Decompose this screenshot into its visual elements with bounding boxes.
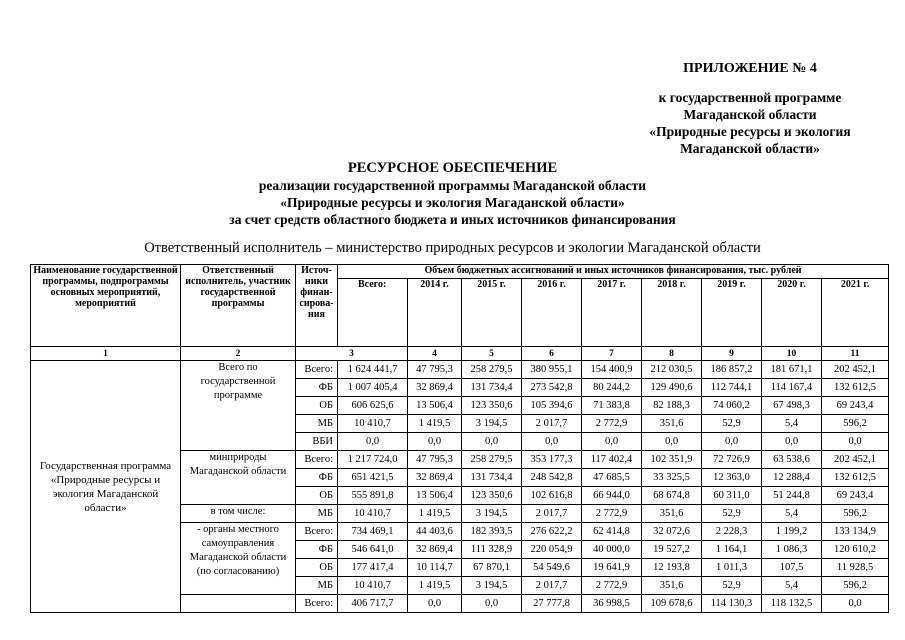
appendix-number: ПРИЛОЖЕНИЕ № 4 [683, 61, 817, 76]
index-cell: 2 [181, 347, 296, 361]
value-cell: 181 671,1 [762, 361, 822, 379]
value-cell: 606 625,6 [338, 397, 408, 415]
value-cell: 109 678,6 [642, 595, 702, 613]
index-cell: 8 [642, 347, 702, 361]
value-cell: 1 217 724,0 [338, 451, 408, 469]
value-cell: 2 228,3 [702, 523, 762, 541]
col-header-year: 2018 г. [642, 279, 702, 347]
value-cell: 0,0 [822, 595, 889, 613]
index-cell: 3 [296, 347, 408, 361]
value-cell: 212 030,5 [642, 361, 702, 379]
value-cell: 112 744,1 [702, 379, 762, 397]
value-cell: 13 506,4 [408, 487, 462, 505]
value-cell: 102 616,8 [522, 487, 582, 505]
value-cell: 102 351,9 [642, 451, 702, 469]
value-cell: 52,9 [702, 415, 762, 433]
source-cell: ОБ [296, 559, 338, 577]
value-cell: 19 527,2 [642, 541, 702, 559]
value-cell: 351,6 [642, 505, 702, 523]
value-cell: 353 177,3 [522, 451, 582, 469]
value-cell: 1 164,1 [702, 541, 762, 559]
value-cell: 0,0 [462, 595, 522, 613]
value-cell: 60 311,0 [702, 487, 762, 505]
value-cell: 1 419,5 [408, 577, 462, 595]
table-row [31, 361, 889, 379]
executor-cell [181, 595, 296, 613]
value-cell: 2 772,9 [582, 505, 642, 523]
value-cell: 69 243,4 [822, 397, 889, 415]
source-cell: ОБ [296, 487, 338, 505]
value-cell: 273 542,8 [522, 379, 582, 397]
value-cell: 202 452,1 [822, 361, 889, 379]
index-cell: 7 [582, 347, 642, 361]
value-cell: 32 869,4 [408, 379, 462, 397]
col-header-year: 2016 г. [522, 279, 582, 347]
value-cell: 74 060,2 [702, 397, 762, 415]
col-header-year: 2015 г. [462, 279, 522, 347]
value-cell: 27 777,8 [522, 595, 582, 613]
value-cell: 258 279,5 [462, 361, 522, 379]
index-cell: 5 [462, 347, 522, 361]
value-cell: 10 410,7 [338, 577, 408, 595]
value-cell: 202 452,1 [822, 451, 889, 469]
value-cell: 32 072,6 [642, 523, 702, 541]
value-cell: 1 419,5 [408, 415, 462, 433]
value-cell: 651 421,5 [338, 469, 408, 487]
index-cell: 1 [31, 347, 181, 361]
value-cell: 2 017,7 [522, 505, 582, 523]
value-cell: 51 244,8 [762, 487, 822, 505]
source-cell: ОБ [296, 397, 338, 415]
appendix-line: Магаданской области» [680, 141, 820, 156]
value-cell: 32 869,4 [408, 541, 462, 559]
value-cell: 0,0 [408, 433, 462, 451]
title-main: РЕСУРСНОЕ ОБЕСПЕЧЕНИЕ [347, 160, 558, 176]
value-cell: 2 017,7 [522, 415, 582, 433]
value-cell: 52,9 [702, 505, 762, 523]
source-cell: Всего: [296, 523, 338, 541]
value-cell: 406 717,7 [338, 595, 408, 613]
value-cell: 12 363,0 [702, 469, 762, 487]
value-cell: 114 130,3 [702, 595, 762, 613]
source-cell: Всего: [296, 361, 338, 379]
value-cell: 117 402,4 [582, 451, 642, 469]
value-cell: 105 394,6 [522, 397, 582, 415]
value-cell: 72 726,9 [702, 451, 762, 469]
col-header-year: 2014 г. [408, 279, 462, 347]
value-cell: 47 795,3 [408, 451, 462, 469]
value-cell: 596,2 [822, 415, 889, 433]
value-cell: 276 622,2 [522, 523, 582, 541]
value-cell: 220 054,9 [522, 541, 582, 559]
value-cell: 1 007 405,4 [338, 379, 408, 397]
source-cell: ФБ [296, 379, 338, 397]
source-cell: ФБ [296, 541, 338, 559]
value-cell: 114 167,4 [762, 379, 822, 397]
value-cell: 68 674,8 [642, 487, 702, 505]
index-cell: 10 [762, 347, 822, 361]
value-cell: 1 199,2 [762, 523, 822, 541]
value-cell: 132 612,5 [822, 379, 889, 397]
value-cell: 2 017,7 [522, 577, 582, 595]
value-cell: 33 325,5 [642, 469, 702, 487]
value-cell: 19 641,9 [582, 559, 642, 577]
value-cell: 0,0 [338, 433, 408, 451]
col-header-year: 2021 г. [822, 279, 889, 347]
index-cell: 9 [702, 347, 762, 361]
document-title [0, 160, 905, 228]
value-cell: 5,4 [762, 415, 822, 433]
value-cell: 36 998,5 [582, 595, 642, 613]
value-cell: 40 000,0 [582, 541, 642, 559]
col-header-volume: Объем бюджетных ассигнований и иных источников финансирования, тыс. рублей [338, 265, 889, 279]
value-cell: 1 419,5 [408, 505, 462, 523]
executor-cell: Всего по государственной программе [181, 361, 296, 451]
value-cell: 67 498,3 [762, 397, 822, 415]
index-cell: 4 [408, 347, 462, 361]
index-cell: 11 [822, 347, 889, 361]
value-cell: 32 869,4 [408, 469, 462, 487]
value-cell: 0,0 [462, 433, 522, 451]
col-header-source: Источ-ники финан-сирова-ния [296, 265, 338, 347]
value-cell: 248 542,8 [522, 469, 582, 487]
value-cell: 555 891,8 [338, 487, 408, 505]
value-cell: 2 772,9 [582, 577, 642, 595]
col-header-year: Всего: [338, 279, 408, 347]
executor-cell: минприроды Магаданской области [181, 451, 296, 505]
value-cell: 3 194,5 [462, 505, 522, 523]
value-cell: 120 610,2 [822, 541, 889, 559]
value-cell: 132 612,5 [822, 469, 889, 487]
value-cell: 63 538,6 [762, 451, 822, 469]
appendix-line: к государственной программе [658, 90, 842, 105]
index-cell: 6 [522, 347, 582, 361]
table-body [31, 361, 889, 613]
value-cell: 52,9 [702, 577, 762, 595]
value-cell: 44 403,6 [408, 523, 462, 541]
program-name-cell: Государственная программа «Природные ресурсы и экология Магаданской области» [31, 361, 181, 613]
source-cell: ФБ [296, 469, 338, 487]
value-cell: 123 350,6 [462, 397, 522, 415]
title-line: реализации государственной программы Магаданской области [258, 178, 647, 193]
value-cell: 1 086,3 [762, 541, 822, 559]
value-cell: 3 194,5 [462, 415, 522, 433]
appendix-block [600, 60, 900, 157]
value-cell: 82 188,3 [642, 397, 702, 415]
col-header-year: 2020 г. [762, 279, 822, 347]
value-cell: 3 194,5 [462, 577, 522, 595]
value-cell: 80 244,2 [582, 379, 642, 397]
value-cell: 0,0 [522, 433, 582, 451]
value-cell: 2 772,9 [582, 415, 642, 433]
value-cell: 154 400,9 [582, 361, 642, 379]
value-cell: 10 410,7 [338, 505, 408, 523]
value-cell: 0,0 [642, 433, 702, 451]
value-cell: 0,0 [762, 433, 822, 451]
value-cell: 12 193,8 [642, 559, 702, 577]
value-cell: 54 549,6 [522, 559, 582, 577]
value-cell: 186 857,2 [702, 361, 762, 379]
appendix-line: «Природные ресурсы и экология [649, 124, 851, 139]
value-cell: 546 641,0 [338, 541, 408, 559]
value-cell: 10 114,7 [408, 559, 462, 577]
value-cell: 596,2 [822, 505, 889, 523]
col-header-name: Наименование государственной программы, подпрограммы основных мероприятий, мероприятий [31, 265, 181, 347]
value-cell: 131 734,4 [462, 469, 522, 487]
index-row [31, 347, 889, 361]
value-cell: 351,6 [642, 577, 702, 595]
col-header-year: 2019 г. [702, 279, 762, 347]
executor-cell: - органы местного самоуправления Магаданской области (по согласованию) [181, 523, 296, 595]
appendix-line: Магаданской области [683, 107, 817, 122]
value-cell: 66 944,0 [582, 487, 642, 505]
value-cell: 129 490,6 [642, 379, 702, 397]
value-cell: 0,0 [702, 433, 762, 451]
source-cell: МБ [296, 415, 338, 433]
responsible-executor: Ответственный исполнитель – министерство природных ресурсов и экологии Магаданской области [144, 240, 761, 256]
value-cell: 1 011,3 [702, 559, 762, 577]
source-cell: Всего: [296, 451, 338, 469]
executor-cell: в том числе: [181, 505, 296, 523]
value-cell: 111 328,9 [462, 541, 522, 559]
value-cell: 12 288,4 [762, 469, 822, 487]
value-cell: 596,2 [822, 577, 889, 595]
col-header-year: 2017 г. [582, 279, 642, 347]
value-cell: 71 383,8 [582, 397, 642, 415]
value-cell: 47 685,5 [582, 469, 642, 487]
title-line: за счет средств областного бюджета и иных источников финансирования [229, 212, 676, 227]
value-cell: 0,0 [822, 433, 889, 451]
value-cell: 351,6 [642, 415, 702, 433]
col-header-executor: Ответственный исполнитель, участник государственной программы [181, 265, 296, 347]
value-cell: 67 870,1 [462, 559, 522, 577]
value-cell: 0,0 [582, 433, 642, 451]
value-cell: 69 243,4 [822, 487, 889, 505]
source-cell: МБ [296, 505, 338, 523]
source-cell: ВБИ [296, 433, 338, 451]
value-cell: 131 734,4 [462, 379, 522, 397]
value-cell: 11 928,5 [822, 559, 889, 577]
value-cell: 380 955,1 [522, 361, 582, 379]
value-cell: 47 795,3 [408, 361, 462, 379]
value-cell: 62 414,8 [582, 523, 642, 541]
resource-table [30, 264, 889, 613]
value-cell: 0,0 [408, 595, 462, 613]
source-cell: Всего: [296, 595, 338, 613]
value-cell: 123 350,6 [462, 487, 522, 505]
value-cell: 107,5 [762, 559, 822, 577]
value-cell: 13 506,4 [408, 397, 462, 415]
value-cell: 1 624 441,7 [338, 361, 408, 379]
value-cell: 258 279,5 [462, 451, 522, 469]
value-cell: 5,4 [762, 505, 822, 523]
value-cell: 118 132,5 [762, 595, 822, 613]
value-cell: 182 393,5 [462, 523, 522, 541]
value-cell: 177 417,4 [338, 559, 408, 577]
value-cell: 734 469,1 [338, 523, 408, 541]
title-line: «Природные ресурсы и экология Магаданской области» [280, 195, 625, 210]
value-cell: 133 134,9 [822, 523, 889, 541]
value-cell: 5,4 [762, 577, 822, 595]
source-cell: МБ [296, 577, 338, 595]
value-cell: 10 410,7 [338, 415, 408, 433]
